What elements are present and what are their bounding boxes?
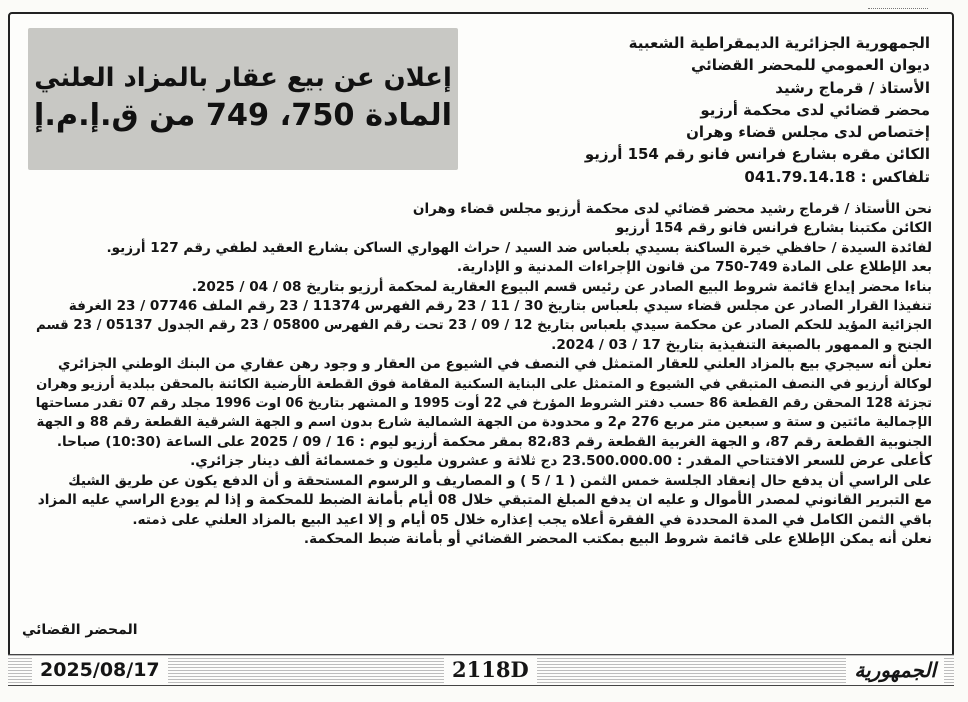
- headline-title: إعلان عن بيع عقار بالمزاد العلني: [34, 62, 452, 93]
- body-line: الكائن مكتبنا بشارع فرانس فانو رقم 154 أرزيو: [615, 220, 932, 237]
- body-line: تنفيذا القرار الصادر عن مجلس قضاء سيدي بلعباس بتاريخ 30 / 11 / 23 رقم الفهرس 11374 / 23 رقم الملف 07746 / 23 الغرفة: [68, 298, 932, 315]
- footer-date: 2025/08/17: [32, 657, 168, 683]
- body-line: مع التبرير القانوني لمصدر الأموال و عليه ان يدفع المبلغ المتبقي خلال 08 أيام بأمانة الضبط للمحكمة و إذا لم يودع الراسي عليه المزاد: [37, 492, 932, 509]
- body-line: بناءا محضر إيداع قائمة شروط البيع الصادر عن رئيس قسم البيوع العقارية لمحكمة أرزيو بتاريخ 08 / 04 / 2025.: [191, 278, 932, 295]
- header-line-address: الكائن مقره بشارع فرانس فانو رقم 154 أرزيو: [584, 145, 930, 164]
- body-line: لوكالة أرزيو في النصف المتبقي في الشيوع و المتمثل على البناية السكنية المقامة فوق القطعة الأرضية الكائنة بالمحقن ببلدية أرزيو وهران: [36, 376, 932, 392]
- headline-box: [28, 28, 458, 170]
- page-corner-mark: [868, 0, 928, 9]
- body-line: باقي الثمن الكامل في المدة المحددة في الفقرة أعلاه يجب إعذاره خلال 05 أيام و إلا اعيد البيع بالمزاد العلني على ذمته.: [132, 511, 932, 528]
- issuer-header: [460, 32, 930, 188]
- body-line: نعلن أنه سيجري بيع بالمزاد العلني للعقار المتمثل في النصف في الشيوع من العقار و وجود رهن عقاري من البنك الوطني الجزائري: [58, 356, 932, 373]
- header-line-republic: الجمهورية الجزائرية الديمقراطية الشعبية: [628, 34, 930, 52]
- headline-article: المادة 750، 749 من ق.إ.م.إ: [33, 98, 453, 134]
- body-line: بعد الإطلاع على المادة 749-750 من قانون الإجراءات المدنية و الإدارية.: [456, 259, 932, 276]
- body-line: الجنوبية القطعة رقم 87، و الجهة الغربية القطعة رقم 82،83 بمقر محكمة أرزيو ليوم : 16 / 09 / 2025 على الساعة (10:30) صباحا.: [56, 433, 932, 450]
- body-line: الجزائية المؤيد للحكم الصادر عن محكمة سيدي بلعباس بتاريخ 12 / 09 / 23 تحت رقم الفهرس 05800 / 23 رقم الجدول 05137 / 23 قسم: [35, 318, 932, 334]
- header-line-jurisdiction: إختصاص لدى مجلس قضاء وهران: [686, 123, 930, 142]
- header-line-phone: تلفاكس : 041.79.14.18: [744, 167, 930, 186]
- header-line-bailiff: الأستاذ / قرماج رشيد: [775, 78, 930, 97]
- header-line-court: محضر قضائي لدى محكمة أرزيو: [700, 100, 930, 119]
- body-line: على الراسي أن يدفع حال إنعقاد الجلسة خمس الثمن ( 1 / 5 ) و المصاريف و الرسوم المستحقة و أن الدفع يكون عن طريق الشيك: [68, 472, 932, 489]
- body-line: كأعلى عرض للسعر الافتتاحي المقدر : 23.500.000.00 دج ثلاثة و عشرون مليون و خمسمائة ألف دينار جزائري.: [190, 453, 932, 470]
- newspaper-logo: الجمهورية: [846, 657, 944, 683]
- body-line: نحن الأستاذ / قرماج رشيد محضر قضائي لدى محكمة أرزيو مجلس قضاء وهران: [412, 201, 932, 217]
- footer-ad-code: 2118D: [444, 657, 537, 683]
- body-line: الجنح و الممهور بالصيغة التنفيذية بتاريخ 17 / 03 / 2024.: [551, 336, 932, 353]
- header-line-office: ديوان العمومي للمحضر القضائي: [690, 56, 930, 75]
- page-footer: [8, 654, 954, 686]
- body-line: لفائدة السيدة / حافظي خيرة الساكنة بسيدي بلعباس ضد السيد / حراث الهواري الساكن بشارع العقيد لطفي رقم 127 أرزيو.: [106, 239, 932, 256]
- body-line: الإجمالية مائتين و ستة و سبعين متر مربع 276 م2 و محدودة من الجهة الشمالية شارع بدون اسم و الجهة الشرقية القطعة رقم 88 و الجهة: [36, 415, 932, 431]
- announcement-body: [32, 200, 932, 549]
- body-line: تجزئة 128 المحقن رقم القطعة 86 حسب دفتر الشروط المؤرخ في 22 أوت 1995 و المشهر بتاريخ 06 اوت 1996 مجلد رقم 07 تقدر مساحتها: [35, 396, 932, 412]
- body-line: نعلن أنه يمكن الإطلاع على قائمة شروط البيع بمكتب المحضر القضائي أو بأمانة ضبط المحكمة.: [303, 530, 932, 547]
- signature: المحضر القضائي: [22, 622, 138, 638]
